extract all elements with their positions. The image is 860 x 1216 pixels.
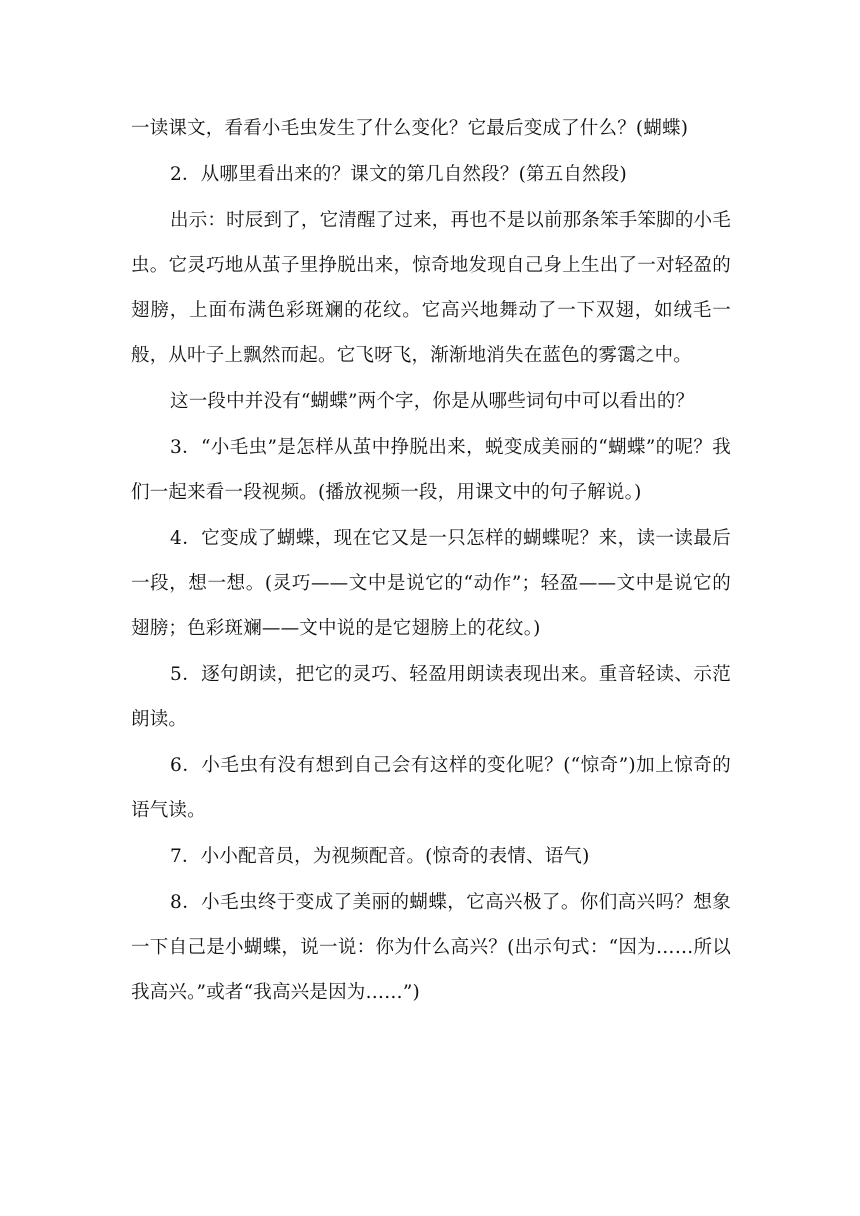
paragraph-question-3: 3．“小毛虫”是怎样从茧中挣脱出来，蜕变成美丽的“蝴蝶”的呢？我们一起来看一段视频。(播放视频一段，用课文中的句子解说。) bbox=[131, 437, 731, 503]
paragraph-prompt: 这一段中并没有“蝴蝶”两个字，你是从哪些词句中可以看出的？ bbox=[170, 391, 695, 412]
paragraph-continuation: 一读课文，看看小毛虫发生了什么变化？它最后变成了什么？(蝴蝶) bbox=[131, 118, 689, 139]
paragraph-question-6: 6．小毛虫有没有想到自己会有这样的变化呢？(“惊奇”)加上惊奇的语气读。 bbox=[131, 755, 731, 821]
paragraph-excerpt: 出示：时辰到了，它清醒了过来，再也不是以前那条笨手笨脚的小毛虫。它灵巧地从茧子里挣脱出来，惊奇地发现自己身上生出了一对轻盈的翅膀，上面布满色彩斑斓的花纹。它高兴地舞动了一下双翅，如绒毛一般，从叶子上飘然而起。它飞呀飞，渐渐地消失在蓝色的雾霭之中。 bbox=[131, 210, 732, 366]
paragraph-question-4: 4．它变成了蝴蝶，现在它又是一只怎样的蝴蝶呢？来，读一读最后一段，想一想。(灵巧——文中是说它的“动作”；轻盈——文中是说它的翅膀；色彩斑斓——文中说的是它翅膀上的花纹。) bbox=[131, 528, 731, 639]
paragraph-question-2: 2．从哪里看出来的？课文的第几自然段？(第五自然段) bbox=[170, 164, 627, 185]
paragraph-question-5: 5．逐句朗读，把它的灵巧、轻盈用朗读表现出来。重音轻读、示范朗读。 bbox=[131, 664, 731, 730]
document-body bbox=[131, 106, 731, 1016]
paragraph-question-8: 8．小毛虫终于变成了美丽的蝴蝶，它高兴极了。你们高兴吗？想象一下自己是小蝴蝶，说一说：你为什么高兴？(出示句式：“因为……所以我高兴。”或者“我高兴是因为……”) bbox=[131, 892, 731, 1003]
paragraph-question-7: 7．小小配音员，为视频配音。(惊奇的表情、语气) bbox=[170, 846, 590, 867]
